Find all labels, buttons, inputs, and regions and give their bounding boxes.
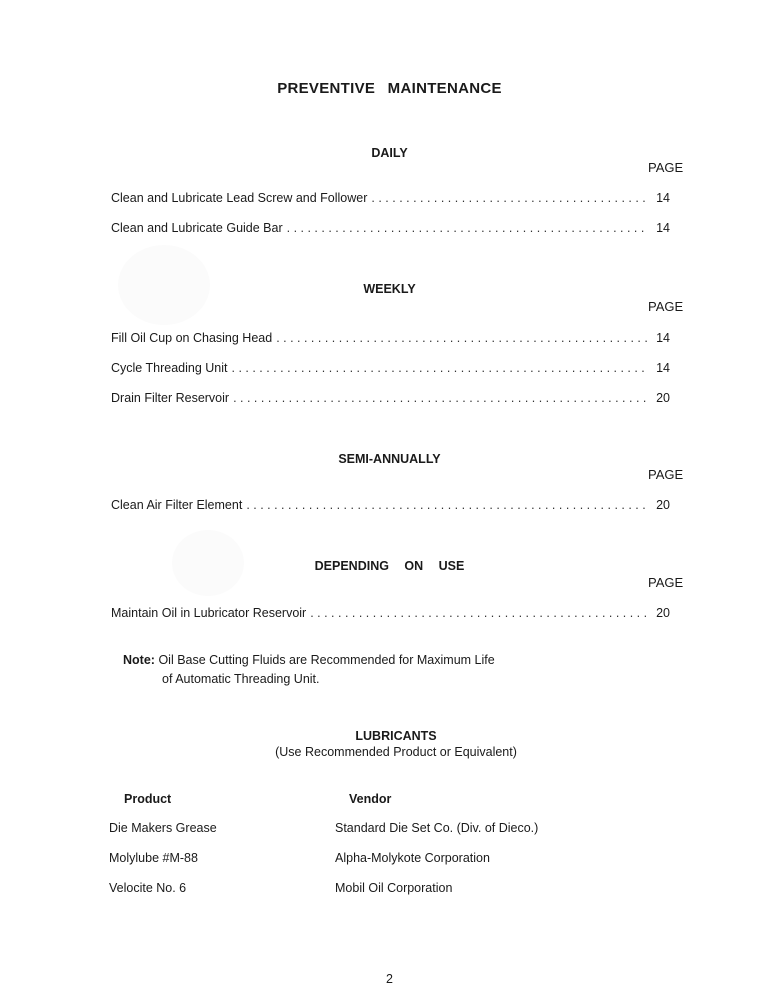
item-label: Clean Air Filter Element	[111, 498, 243, 512]
item-label: Cycle Threading Unit	[111, 361, 228, 375]
product-cell: Die Makers Grease	[109, 821, 217, 835]
vendor-cell: Standard Die Set Co. (Div. of Dieco.)	[335, 821, 539, 835]
dot-leader	[233, 391, 648, 405]
vendor-cell: Alpha-Molykote Corporation	[335, 851, 490, 865]
item-page: 14	[656, 221, 670, 235]
section-heading-weekly: WEEKLY	[363, 282, 416, 296]
lubricants-subheading: (Use Recommended Product or Equivalent)	[275, 745, 517, 759]
page-column-label: PAGE	[648, 160, 684, 175]
section-heading-semi-annually: SEMI-ANNUALLY	[338, 452, 441, 466]
list-item	[111, 606, 670, 620]
dot-leader	[232, 361, 649, 375]
page-column-label: PAGE	[648, 575, 684, 590]
note	[123, 651, 495, 689]
lubricants-heading: LUBRICANTS	[355, 729, 437, 743]
page-number: 2	[386, 972, 393, 986]
section-heading-daily: DAILY	[371, 146, 408, 160]
page-title: PREVENTIVE MAINTENANCE	[277, 80, 502, 97]
list-item	[111, 221, 670, 235]
list-item	[111, 391, 670, 405]
item-page: 14	[656, 361, 670, 375]
note-text-line1: Oil Base Cutting Fluids are Recommended for Maximum Life	[158, 653, 495, 667]
dot-leader	[310, 606, 648, 620]
page-column-label: PAGE	[648, 467, 684, 482]
page-column-label: PAGE	[648, 299, 684, 314]
item-page: 20	[656, 391, 670, 405]
item-page: 14	[656, 191, 670, 205]
list-item	[111, 331, 670, 345]
item-label: Clean and Lubricate Guide Bar	[111, 221, 283, 235]
column-header-vendor: Vendor	[349, 792, 392, 806]
list-item	[111, 361, 670, 375]
section-heading-depending-on-use: DEPENDING ON USE	[314, 559, 465, 573]
item-label: Maintain Oil in Lubricator Reservoir	[111, 606, 307, 620]
dot-leader	[246, 498, 648, 512]
column-header-product: Product	[124, 792, 172, 806]
dot-leader	[276, 331, 648, 345]
list-item	[111, 191, 670, 205]
item-page: 14	[656, 331, 670, 345]
item-label: Fill Oil Cup on Chasing Head	[111, 331, 273, 345]
item-label: Drain Filter Reservoir	[111, 391, 230, 405]
item-page: 20	[656, 498, 670, 512]
list-item	[111, 498, 670, 512]
item-page: 20	[656, 606, 670, 620]
product-cell: Velocite No. 6	[109, 881, 187, 895]
note-text-line2: of Automatic Threading Unit.	[162, 672, 320, 686]
product-cell: Molylube #M-88	[109, 851, 198, 865]
dot-leader	[287, 221, 648, 235]
vendor-cell: Mobil Oil Corporation	[335, 881, 453, 895]
item-label: Clean and Lubricate Lead Screw and Follower	[111, 191, 368, 205]
dot-leader	[371, 191, 648, 205]
note-label: Note:	[123, 653, 155, 667]
